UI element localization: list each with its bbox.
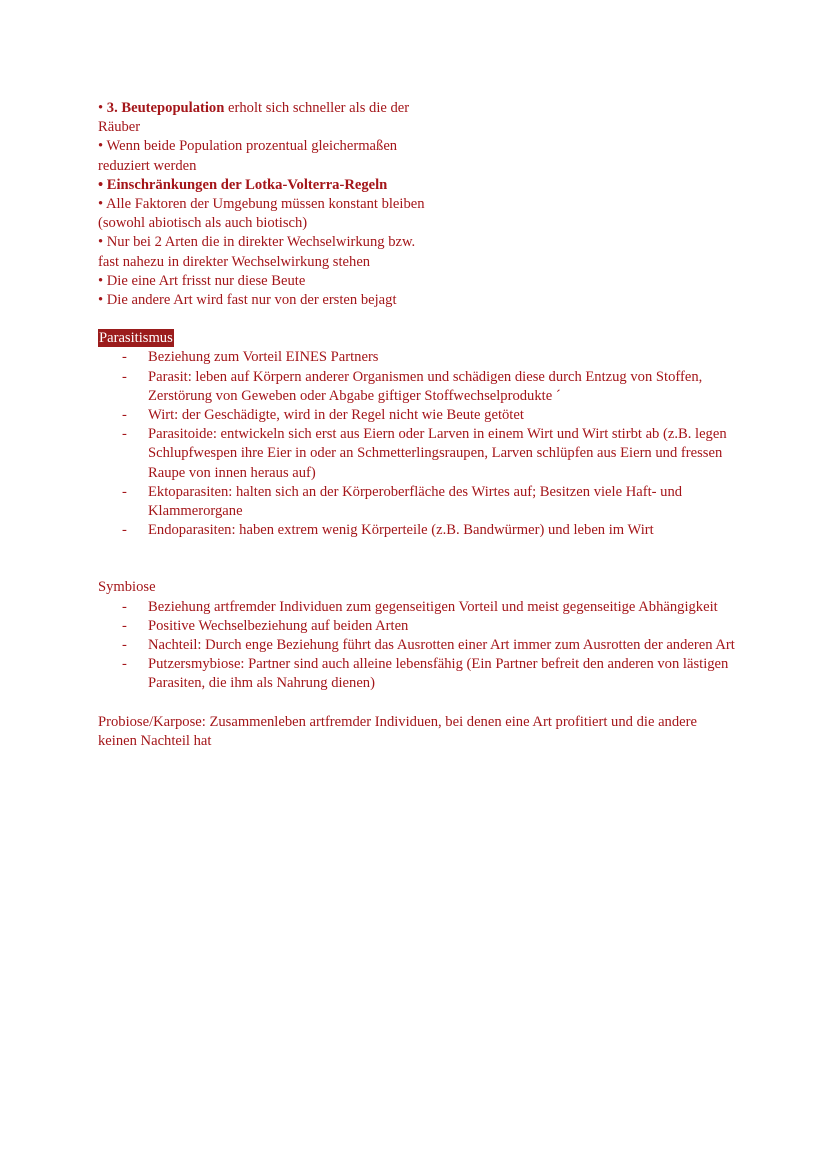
text-line: fast nahezu in direkter Wechselwirkung stehen [98,253,371,270]
bold-term: 3. Beutepopulation [106,100,225,116]
list-item: - Beziehung zum Vorteil EINES Partners [98,348,738,367]
text-line: • Wenn beide Population prozentual gleichermaßen [98,138,398,155]
spacer [98,694,738,713]
document-page [98,99,738,751]
text-line: • Nur bei 2 Arten die in direkter Wechselwirkung bzw. [98,234,416,251]
probiose-paragraph: Probiose/Karpose: Zusammenleben artfremder Individuen, bei denen eine Art profitiert und die andere keinen Nachteil hat [98,713,697,749]
text-line: reduziert werden [98,157,197,174]
symbiose-list [98,598,738,694]
spacer [98,540,738,578]
text-line: • Alle Faktoren der Umgebung müssen konstant bleiben [98,196,425,213]
symbiose-heading: Symbiose [98,579,156,596]
text-line [98,99,738,118]
list-item: - Wirt: der Geschädigte, wird in der Regel nicht wie Beute getötet [98,406,738,425]
lotka-volterra-section [98,99,738,310]
list-item: - Beziehung artfremder Individuen zum gegenseitigen Vorteil und meist gegenseitige Abhängigkeit [98,598,738,617]
section-subheading: • Einschränkungen der Lotka-Volterra-Regeln [98,176,388,193]
parasitismus-heading: Parasitismus [99,330,173,347]
list-item: - Nachteil: Durch enge Beziehung führt das Ausrotten einer Art immer zum Ausrotten der anderen Art [98,636,738,655]
text-fragment: erholt sich schneller als die der [224,100,410,116]
list-item: - Parasitoide: entwickeln sich erst aus Eiern oder Larven in einem Wirt und Wirt stirbt ab (z.B. legen Schlupfwespen ihre Eier in oder an Schmetterlingsraupen, Larven schlüpfen aus Eiern und fressen Raupe von innen heraus auf) [98,425,738,483]
list-item: - Positive Wechselbeziehung auf beiden Arten [98,617,738,636]
parasitismus-section [98,329,738,540]
text-line: Räuber [98,119,141,136]
symbiose-section [98,578,738,693]
parasitismus-list [98,348,738,540]
text-line: • Die andere Art wird fast nur von der ersten bejagt [98,292,397,309]
list-item: - Putzersmybiose: Partner sind auch alleine lebensfähig (Ein Partner befreit den anderen von lästigen Parasiten, die ihm als Nahrung dienen) [98,655,738,693]
text-line: (sowohl abiotisch als auch biotisch) [98,215,308,232]
list-item: - Ektoparasiten: halten sich an der Körperoberfläche des Wirtes auf; Besitzen viele Haft- und Klammerorgane [98,483,738,521]
list-item: - Parasit: leben auf Körpern anderer Organismen und schädigen diese durch Entzug von Stoffen, Zerstörung von Geweben oder Abgabe giftiger Stoffwechselprodukte ´ [98,368,738,406]
bullet: • [98,100,104,116]
list-item: - Endoparasiten: haben extrem wenig Körperteile (z.B. Bandwürmer) und leben im Wirt [98,521,738,540]
text-line: • Die eine Art frisst nur diese Beute [98,272,306,289]
spacer [98,310,738,329]
